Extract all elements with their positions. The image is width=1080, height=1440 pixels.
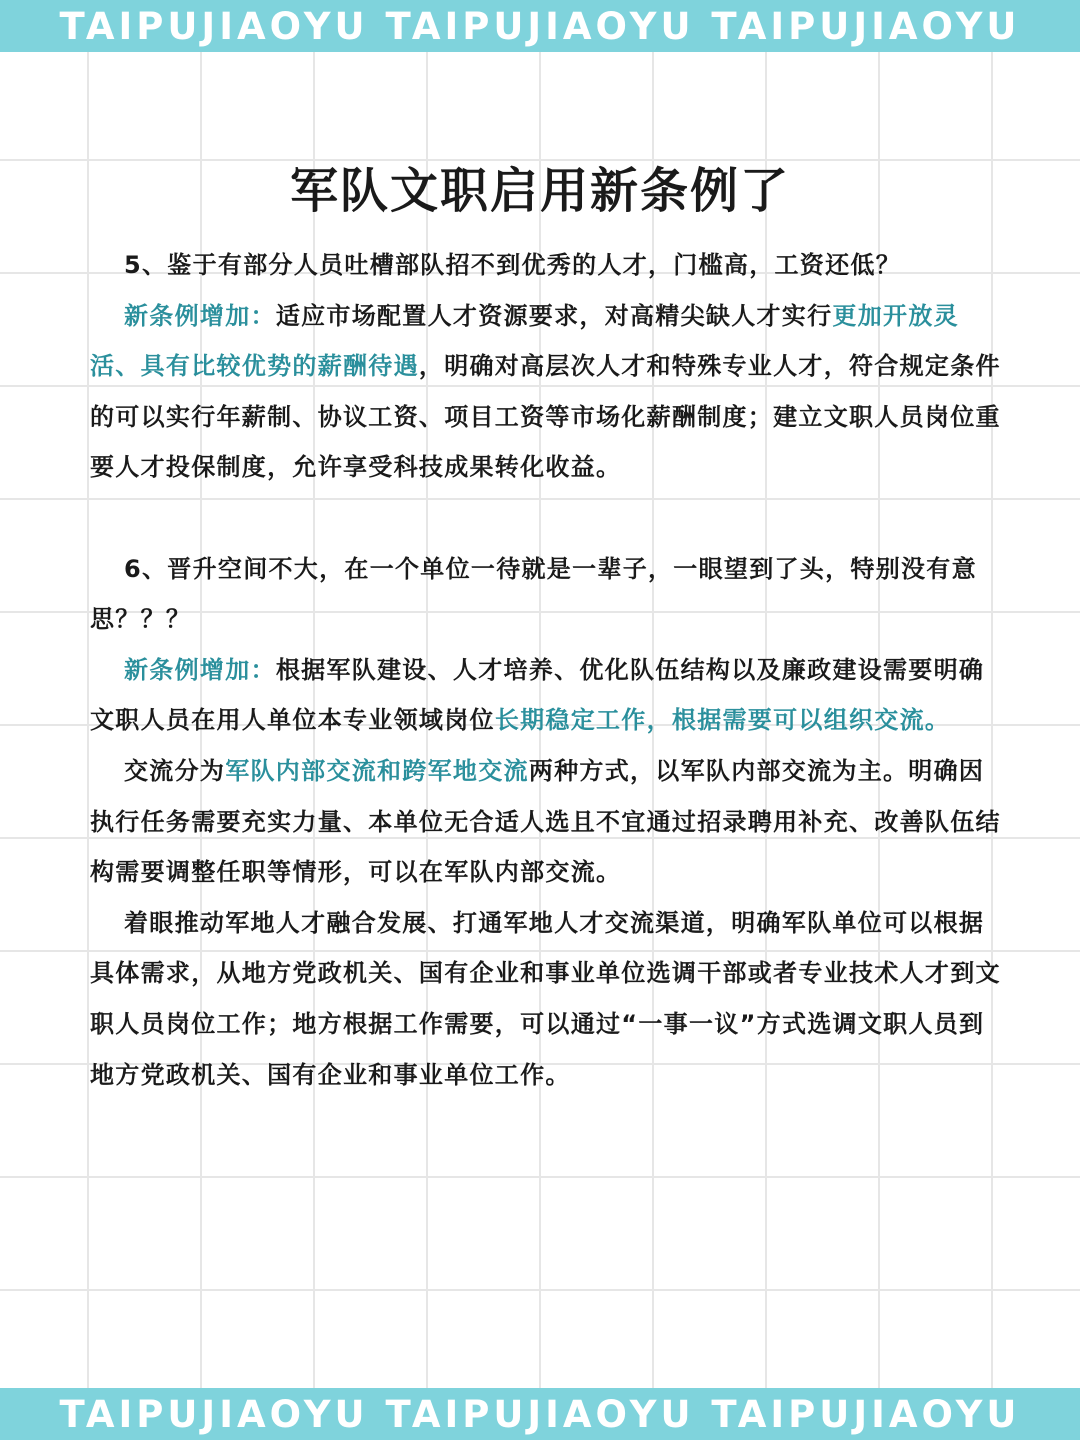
exchange-text-2: 两种方式，以军队内部交流为主。明确因执行任务需要充实力量、本单位无合适人选且不宜通过招录聘用补充、改善队伍结构需要调整任职等情形，可以在军队内部交流。 [90,756,1001,887]
article-body [90,240,1002,1100]
answer-6-text-1: 根据军队建设、人才培养、优化队伍结构以及廉政建设需要明确文职人员在用人单位本专业领域岗位 [90,655,985,735]
exchange-highlight: 军队内部交流和跨军地交流 [225,756,529,785]
question-6 [90,544,1002,645]
answer-5 [90,291,1002,493]
section-gap [90,493,1002,544]
answer-6-label: 新条例增加： [124,655,276,684]
exchange-paragraph [90,746,1002,898]
answer-5-highlight: 更加开放灵活、具有比较优势的薪酬待遇 [90,301,959,381]
last-paragraph-text: 着眼推动军地人才融合发展、打通军地人才交流渠道，明确军队单位可以根据具体需求，从地方党政机关、国有企业和事业单位选调干部或者专业技术人才到文职人员岗位工作；地方根据工作需要，可以通过“一事一议”方式选调文职人员到地方党政机关、国有企业和事业单位工作。 [90,908,1001,1089]
answer-5-text-1: 适应市场配置人才资源要求，对高精尖缺人才实行 [275,301,833,330]
answer-6 [90,645,1002,746]
top-banner-text: TAIPUJIAOYU TAIPUJIAOYU TAIPUJIAOYU [59,4,1021,48]
exchange-text-1: 交流分为 [124,756,226,785]
top-banner [0,0,1080,52]
question-6-text: 6、晋升空间不大，在一个单位一待就是一辈子，一眼望到了头，特别没有意思？？？ [90,554,977,634]
bottom-banner-text: TAIPUJIAOYU TAIPUJIAOYU TAIPUJIAOYU [59,1392,1021,1436]
answer-6-highlight: 长期稳定工作，根据需要可以组织交流。 [494,706,951,735]
answer-5-label: 新条例增加： [124,301,276,330]
answer-5-text-2: ，明确对高层次人才和特殊专业人才，符合规定条件的可以实行年薪制、协议工资、项目工资等市场化薪酬制度；建立文职人员岗位重要人才投保制度，允许享受科技成果转化收益。 [90,352,1001,482]
last-paragraph [90,898,1002,1100]
page-title: 军队文职启用新条例了 [289,163,790,219]
bottom-banner [0,1388,1080,1440]
question-5-text: 5、鉴于有部分人员吐槽部队招不到优秀的人才，门槛高，工资还低？ [124,251,901,279]
question-5 [90,240,1002,291]
